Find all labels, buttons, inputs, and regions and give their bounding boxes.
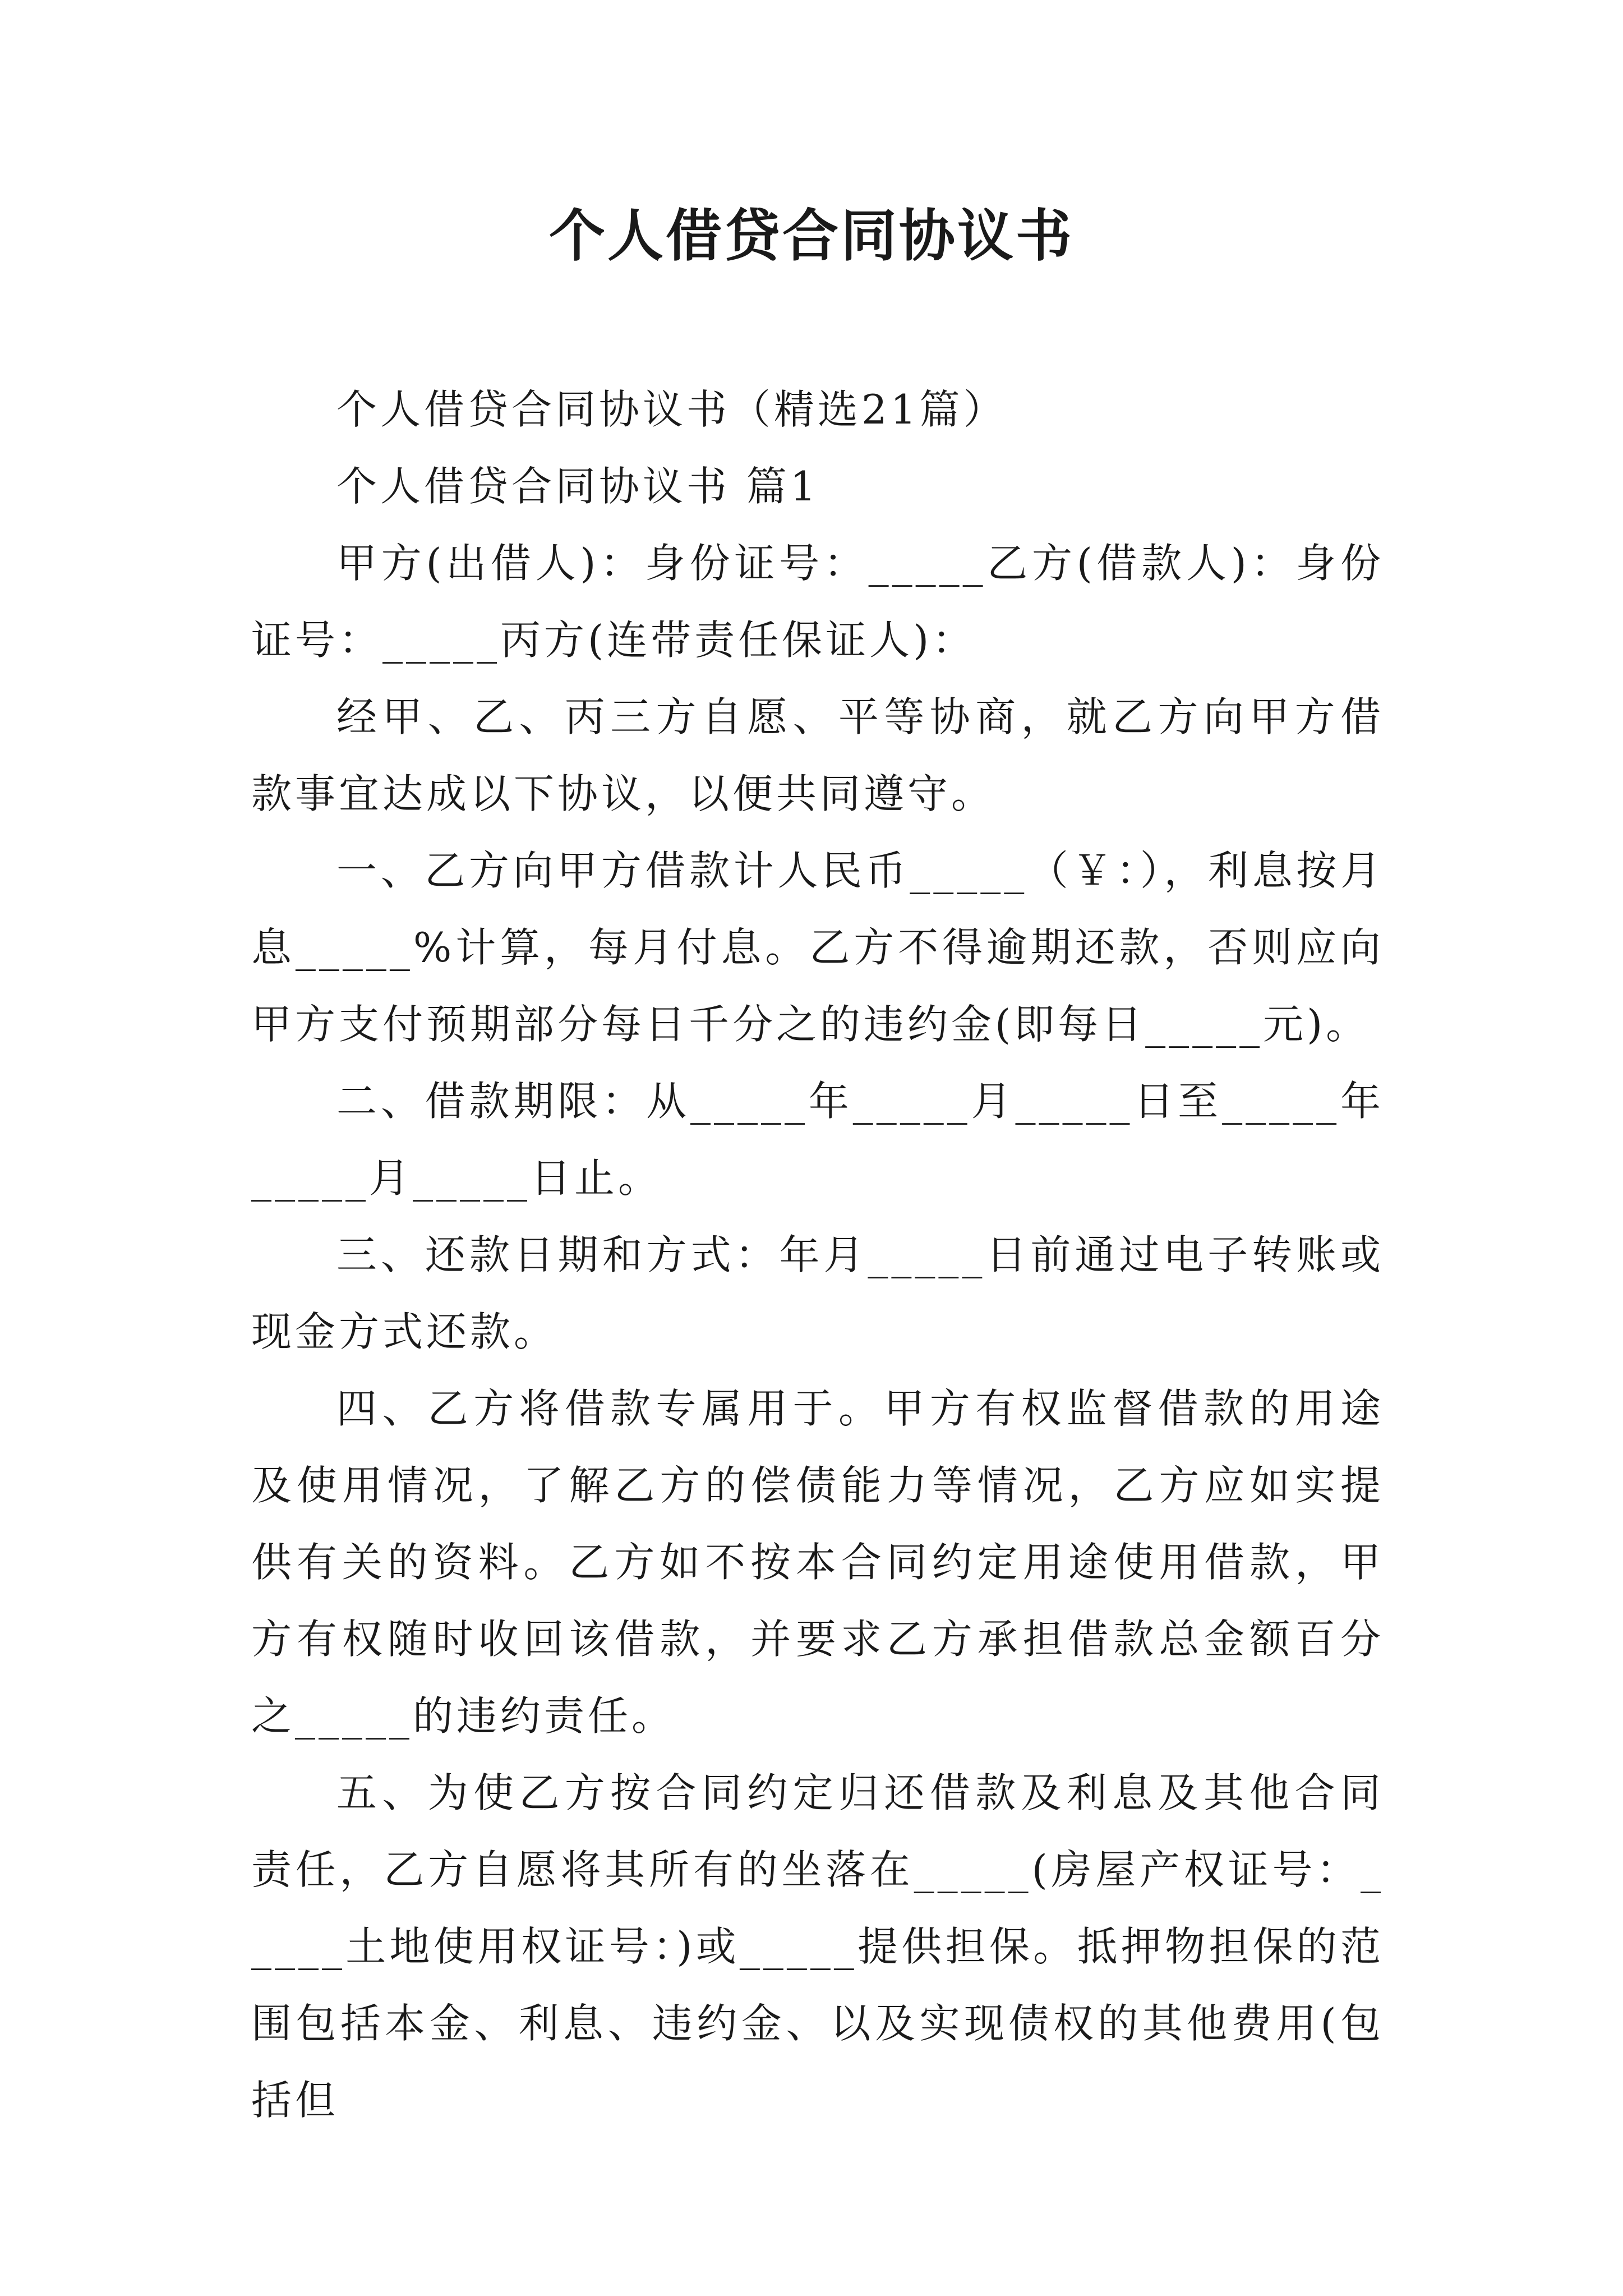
clause-3-paragraph: 三、还款日期和方式：年月_____日前通过电子转账或现金方式还款。 [251,1231,1384,1355]
clause-2-paragraph: 二、借款期限：从_____年_____月_____日至_____年_____月_____日止。 [251,1078,1384,1202]
clause-5-paragraph: 五、为使乙方按合同约定归还借款及利息及其他合同责任，乙方自愿将其所有的坐落在_____(房屋产权证号：_____土地使用权证号：)或_____提供担保。抵押物担保的范围包括本金、利息、违约金、以及实现债权的其他费用(包括但 [251,1769,1384,2124]
preamble-paragraph: 经甲、乙、丙三方自愿、平等协商，就乙方向甲方借款事宜达成以下协议，以便共同遵守。 [251,693,1384,817]
parties-paragraph: 甲方(出借人)：身份证号：_____乙方(借款人)：身份证号：_____丙方(连带责任保证人)： [251,540,1384,664]
document-title: 个人借贷合同协议书 [549,203,1074,269]
clause-1-paragraph: 一、乙方向甲方借款计人民币_____（￥：），利息按月息_____%计算，每月付息。乙方不得逾期还款，否则应向甲方支付预期部分每日千分之的违约金(即每日_____元)。 [251,847,1384,1048]
document-body [251,371,1384,2139]
clause-4-paragraph: 四、乙方将借款专属用于。甲方有权监督借款的用途及使用情况，了解乙方的偿债能力等情况，乙方应如实提供有关的资料。乙方如不按本合同约定用途使用借款，甲方有权随时收回该借款，并要求乙方承担借款总金额百分之_____的违约责任。 [251,1385,1384,1740]
collection-heading: 个人借贷合同协议书（精选21篇） [336,386,1007,433]
article-heading: 个人借贷合同协议书 篇1 [336,463,819,510]
